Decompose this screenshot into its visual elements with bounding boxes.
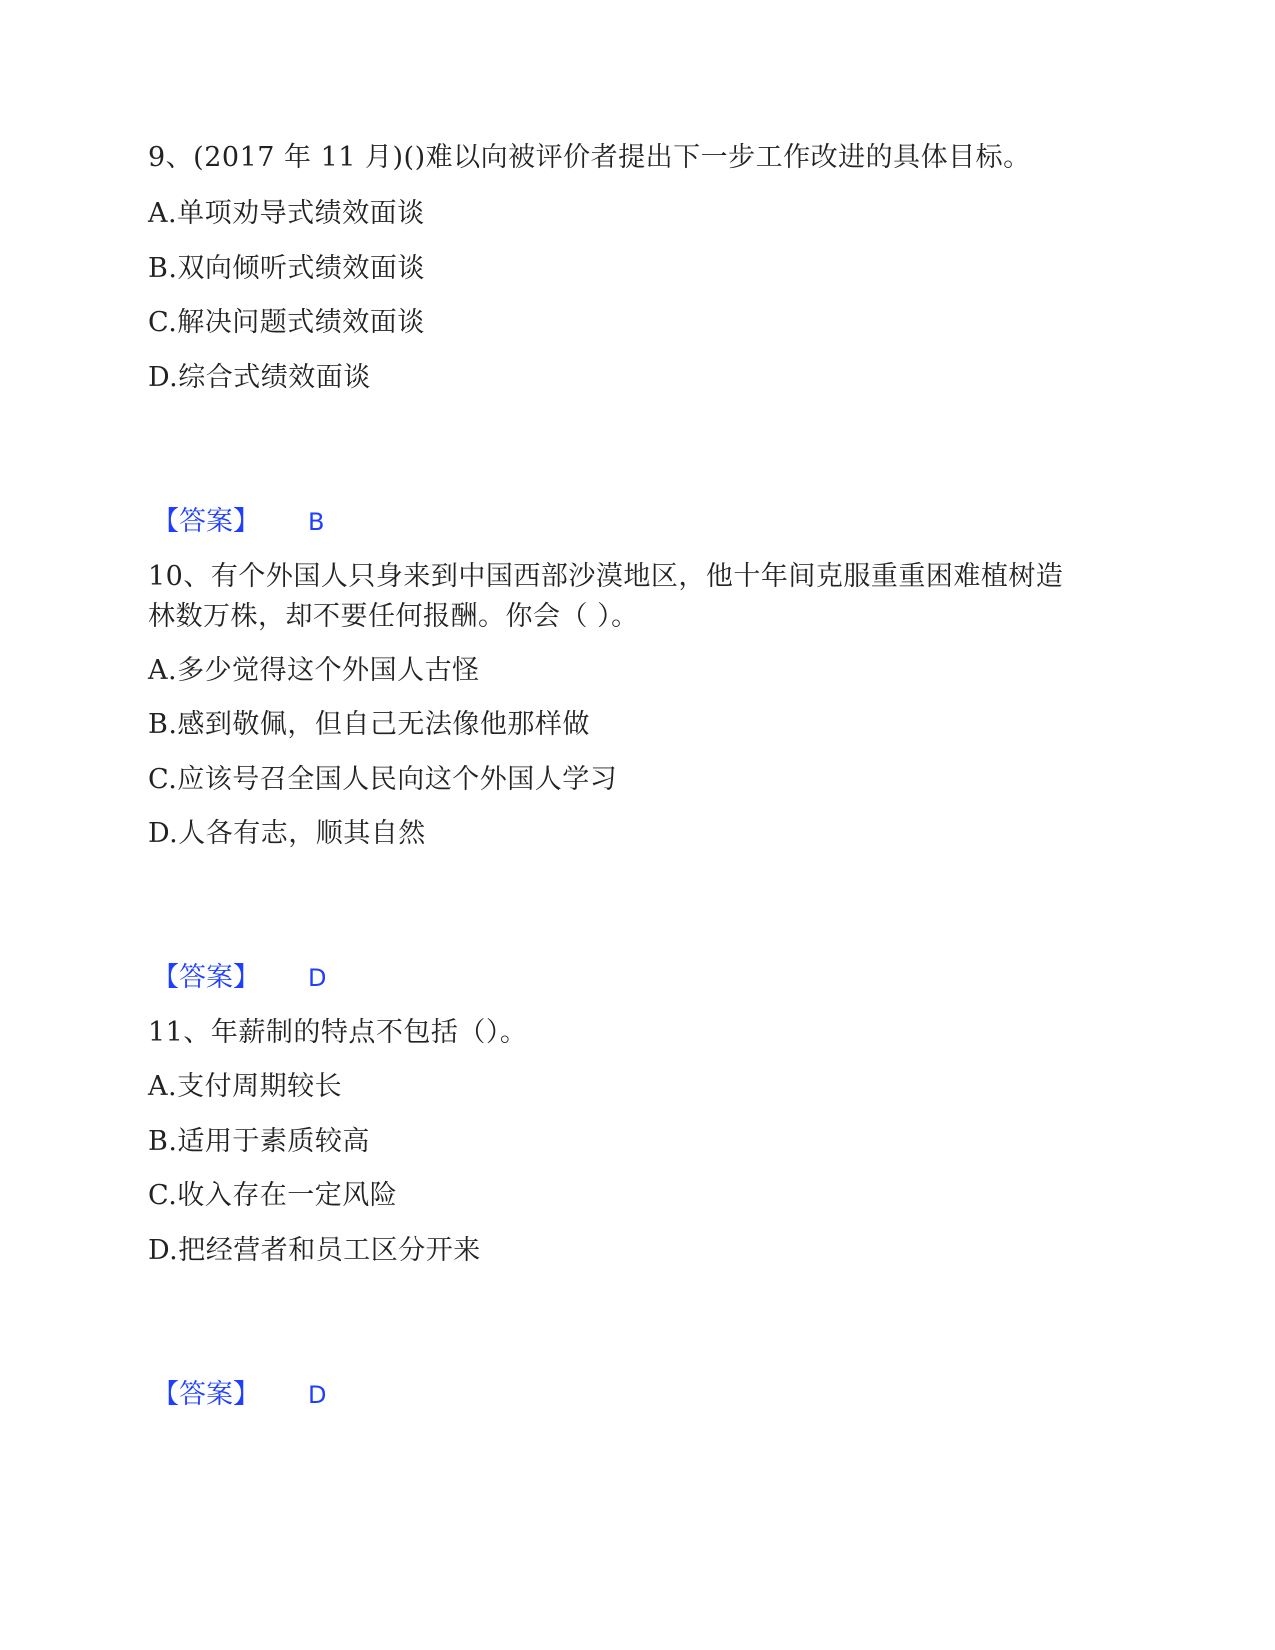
option-d: D.综合式绩效面谈 bbox=[148, 362, 371, 393]
answer-label: 【答案】 bbox=[152, 506, 260, 537]
option-c: C.应该号召全国人民向这个外国人学习 bbox=[148, 764, 618, 795]
question-stem: 10、有个外国人只身来到中国西部沙漠地区，他十年间克服重重困难植树造 bbox=[148, 561, 1064, 592]
option-d: D.人各有志，顺其自然 bbox=[148, 818, 426, 849]
answer-label: 【答案】 bbox=[152, 962, 260, 993]
question-stem: 9、(2017 年 11 月)()难以向被评价者提出下一步工作改进的具体目标。 bbox=[148, 142, 1031, 173]
answer-value: B bbox=[308, 508, 325, 536]
question-stem: 11、年薪制的特点不包括（）。 bbox=[148, 1017, 528, 1048]
answer-row bbox=[152, 958, 326, 998]
answer-value: D bbox=[308, 1381, 327, 1409]
option-d: D.把经营者和员工区分开来 bbox=[148, 1235, 481, 1266]
option-b: B.感到敬佩，但自己无法像他那样做 bbox=[148, 709, 590, 740]
option-c: C.解决问题式绩效面谈 bbox=[148, 307, 425, 338]
answer-row bbox=[152, 502, 324, 542]
answer-label: 【答案】 bbox=[152, 1379, 260, 1410]
option-a: A.单项劝导式绩效面谈 bbox=[148, 198, 425, 229]
answer-row bbox=[152, 1375, 326, 1415]
option-a: A.多少觉得这个外国人古怪 bbox=[148, 655, 480, 686]
option-b: B.适用于素质较高 bbox=[148, 1126, 370, 1157]
option-a: A.支付周期较长 bbox=[148, 1071, 343, 1102]
option-b: B.双向倾听式绩效面谈 bbox=[148, 253, 425, 284]
option-c: C.收入存在一定风险 bbox=[148, 1180, 398, 1211]
question-stem-continued: 林数万株，却不要任何报酬。你会（ ）。 bbox=[148, 601, 639, 632]
answer-value: D bbox=[308, 964, 327, 992]
